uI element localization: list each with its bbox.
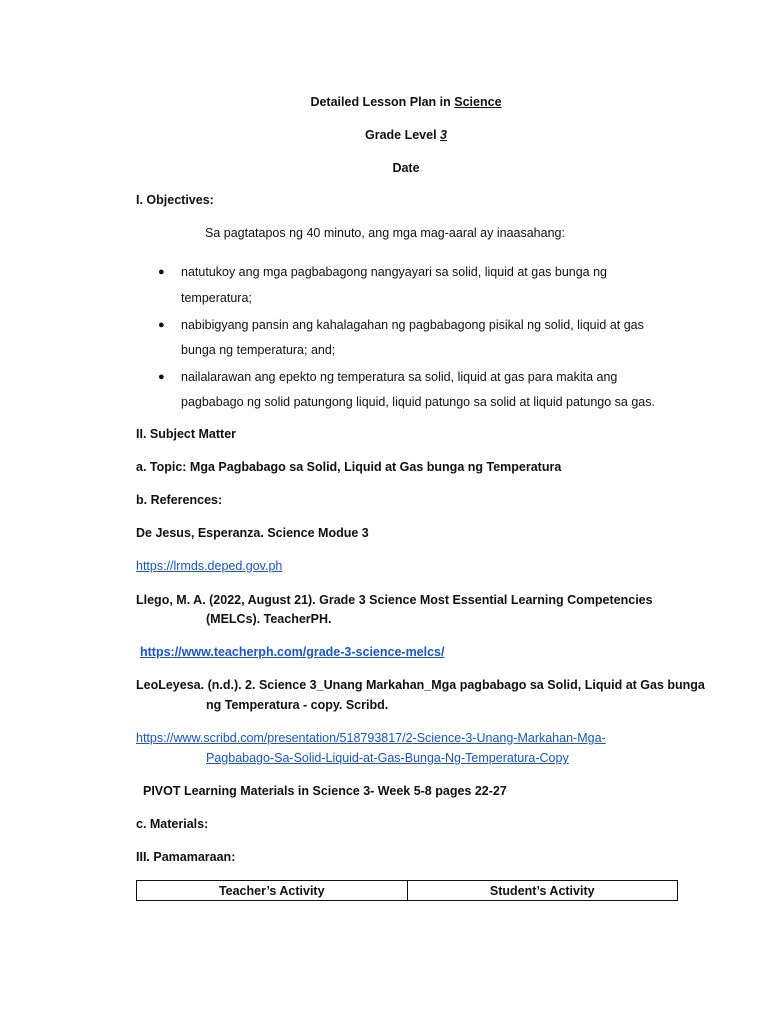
- title-prefix: Detailed Lesson Plan in: [310, 95, 451, 109]
- activity-table: [136, 880, 678, 901]
- reference-3-link-line1[interactable]: https://www.scribd.com/presentation/518793817/2-Science-3-Unang-Markahan-Mga-: [136, 731, 606, 745]
- title-subject: Science: [454, 95, 502, 109]
- teacher-activity-header: Teacher’s Activity: [137, 881, 408, 901]
- grade-value: 3: [440, 128, 447, 142]
- materials-label: c. Materials:: [136, 817, 209, 831]
- table-header-row: [137, 881, 678, 901]
- grade-level: [0, 128, 768, 142]
- student-activity-header: Student’s Activity: [407, 881, 678, 901]
- procedure-heading: III. Pamamaraan:: [136, 850, 236, 864]
- objective-item-1-line2: temperatura;: [181, 291, 252, 305]
- subject-matter-heading: II. Subject Matter: [136, 427, 237, 441]
- objective-item-2-line2: bunga ng temperatura; and;: [181, 343, 336, 357]
- reference-1-text: De Jesus, Esperanza. Science Modue 3: [136, 526, 369, 540]
- bullet-icon: ●: [158, 319, 165, 331]
- date-label: Date: [392, 161, 420, 175]
- reference-2-link[interactable]: https://www.teacherph.com/grade-3-science-melcs/: [140, 645, 445, 659]
- objectives-intro: Sa pagtatapos ng 40 minuto, ang mga mag-aaral ay inaasahang:: [205, 226, 565, 240]
- reference-3-link-line2[interactable]: Pagbabago-Sa-Solid-Liquid-at-Gas-Bunga-Ng-Temperatura-Copy: [206, 751, 569, 765]
- topic-line: a. Topic: Mga Pagbabago sa Solid, Liquid at Gas bunga ng Temperatura: [136, 460, 562, 474]
- pivot-reference: PIVOT Learning Materials in Science 3- Week 5-8 pages 22-27: [143, 784, 507, 798]
- page-title: [0, 95, 768, 109]
- grade-label: Grade Level: [364, 128, 437, 142]
- objectives-heading: I. Objectives:: [136, 193, 214, 207]
- objective-item-2-line1: nabibigyang pansin ang kahalagahan ng pagbabagong pisikal ng solid, liquid at gas: [181, 318, 644, 332]
- bullet-icon: ●: [158, 266, 165, 278]
- bullet-icon: ●: [158, 371, 165, 383]
- reference-2-text-line1: Llego, M. A. (2022, August 21). Grade 3 Science Most Essential Learning Competencies: [136, 593, 653, 607]
- reference-2-text-line2: (MELCs). TeacherPH.: [206, 612, 332, 626]
- objective-item-3-line2: pagbabago ng solid patungong liquid, liquid patungo sa solid at liquid patungo sa gas.: [181, 395, 655, 409]
- reference-3-text-line1: LeoLeyesa. (n.d.). 2. Science 3_Unang Markahan_Mga pagbabago sa Solid, Liquid at Gas bunga: [136, 678, 705, 692]
- objective-item-3-line1: nailalarawan ang epekto ng temperatura sa solid, liquid at gas para makita ang: [181, 370, 618, 384]
- reference-1-link[interactable]: https://lrmds.deped.gov.ph: [136, 559, 283, 573]
- references-label: b. References:: [136, 493, 223, 507]
- reference-3-text-line2: ng Temperatura - copy. Scribd.: [206, 698, 389, 712]
- objective-item-1-line1: natutukoy ang mga pagbabagong nangyayari sa solid, liquid at gas bunga ng: [181, 265, 608, 279]
